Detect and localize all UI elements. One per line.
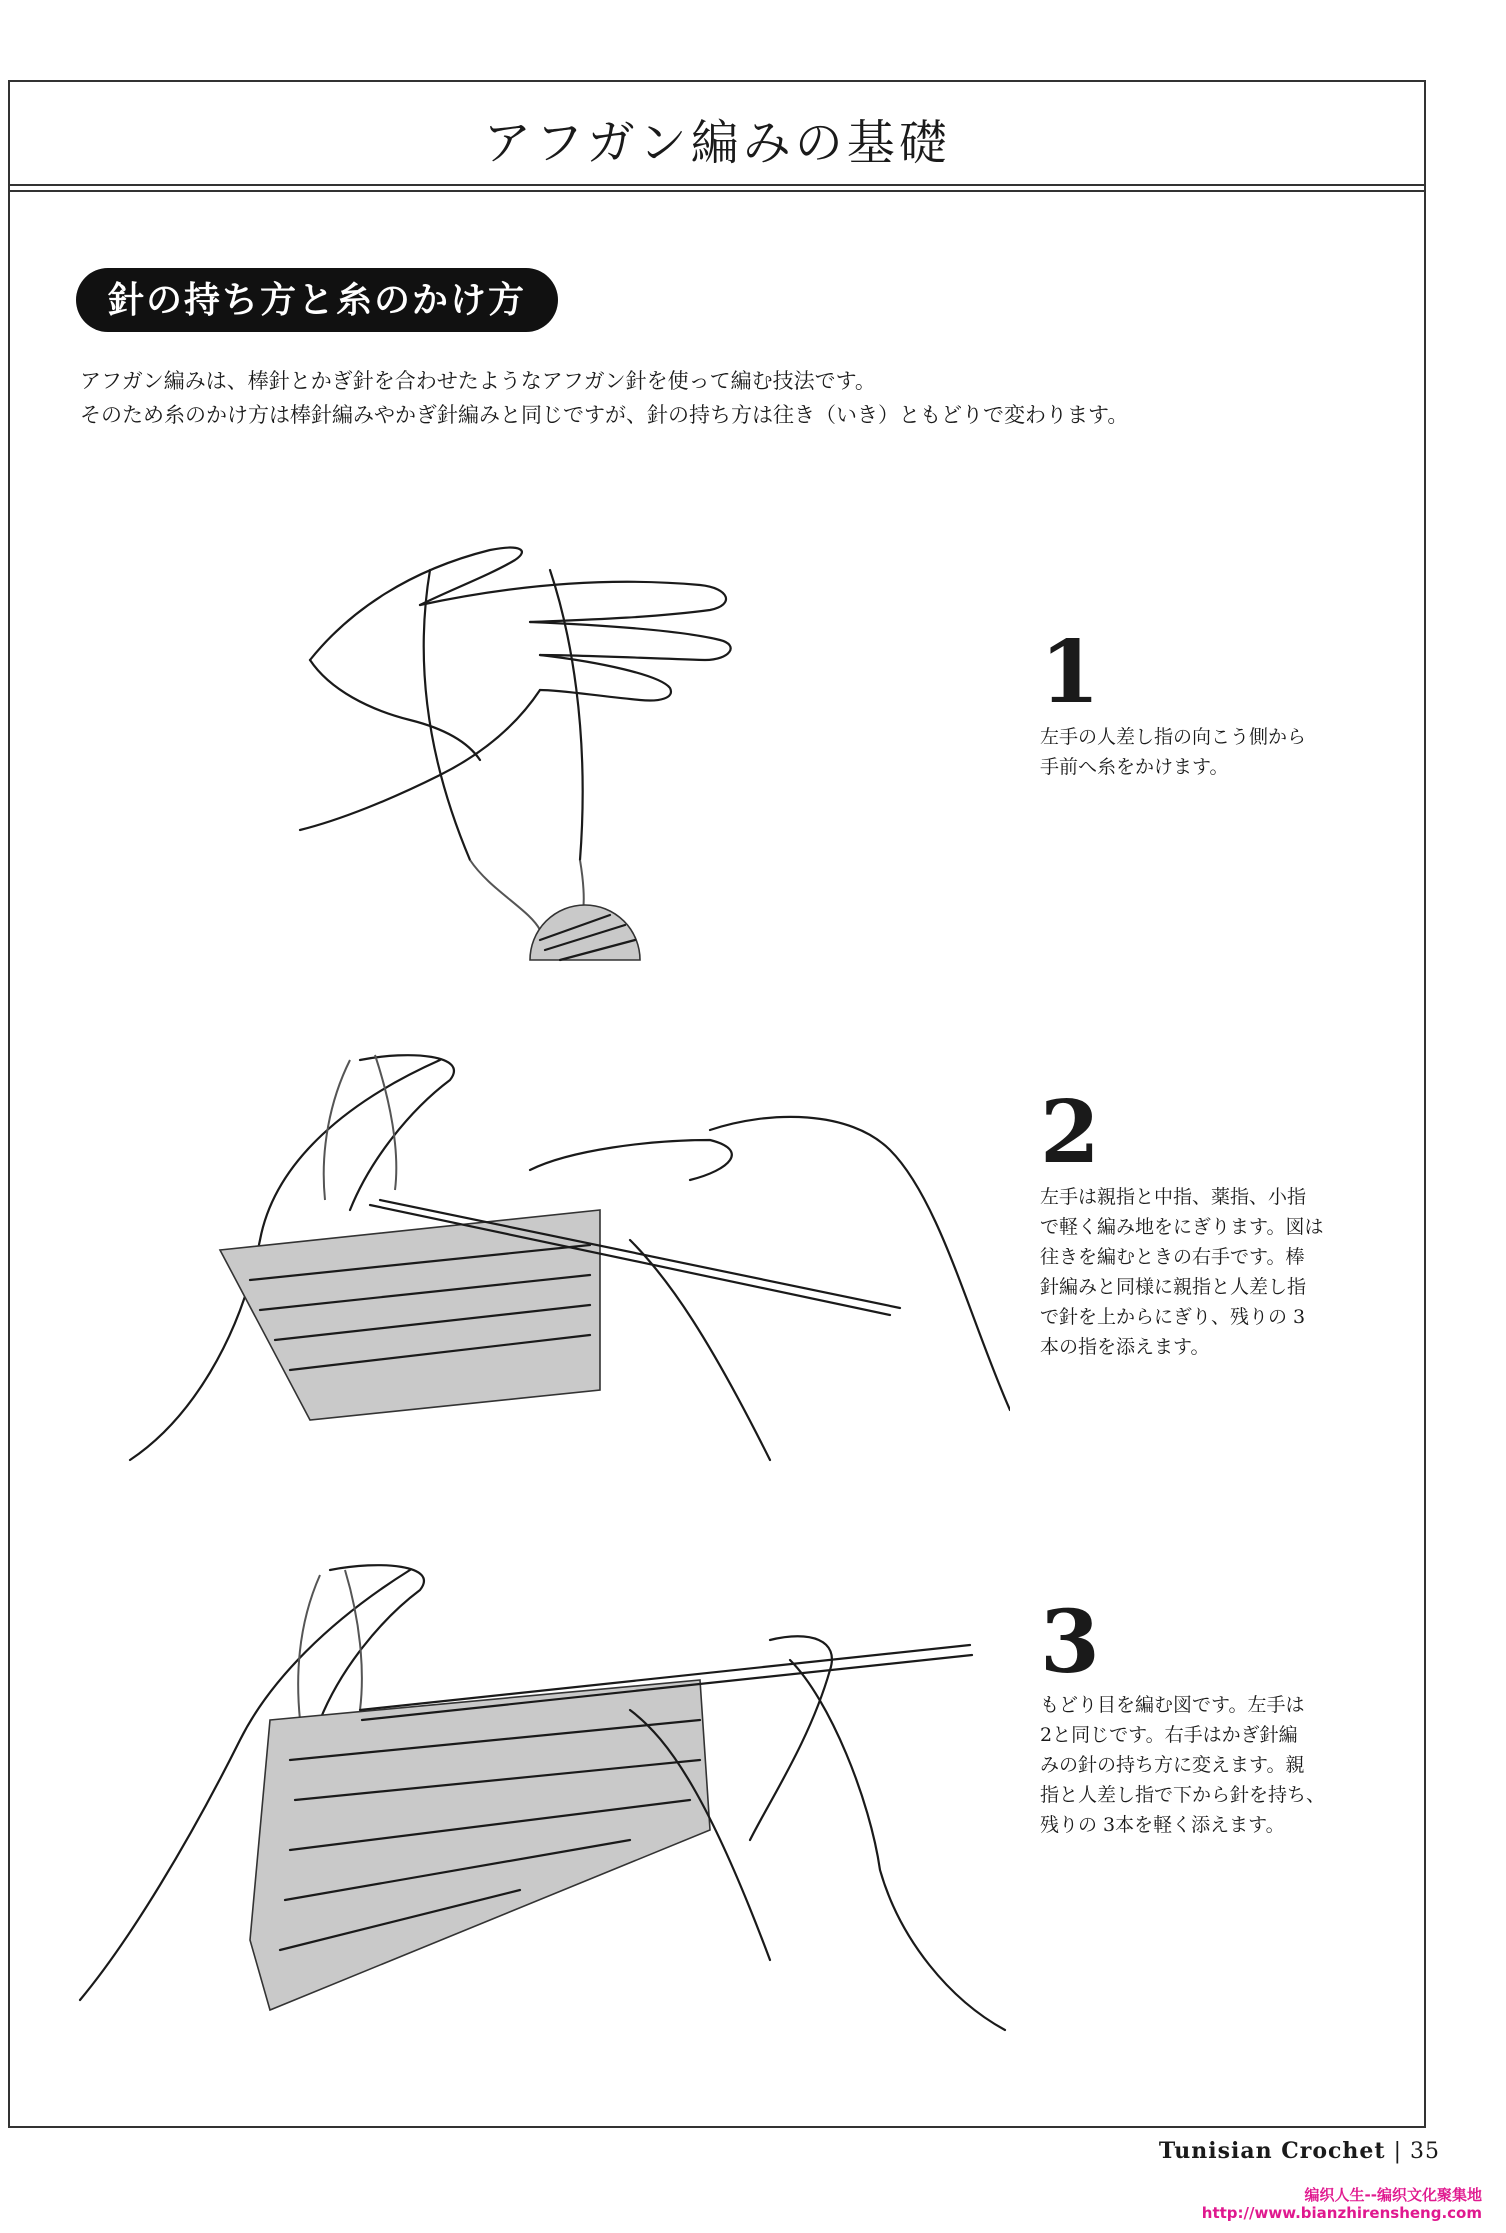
step-1-line: 手前へ糸をかけます。 — [1040, 756, 1229, 778]
step-3-line: 2と同じです。右手はかぎ針編 — [1040, 1724, 1298, 1746]
illustration-step-3 — [70, 1540, 1010, 2040]
step-2-number: 2 — [1040, 1082, 1100, 1183]
step-2-line: 往きを編むときの右手です。棒 — [1040, 1246, 1305, 1268]
illustration-step-2 — [110, 1040, 1010, 1480]
step-3-line: もどり目を編む図です。左手は — [1040, 1694, 1305, 1716]
step-1-text — [1040, 722, 1340, 782]
step-2-text — [1040, 1182, 1340, 1362]
watermark-url: http://www.bianzhirensheng.com — [1201, 2204, 1482, 2222]
title-band — [8, 80, 1426, 186]
illustration-step-1 — [290, 530, 770, 980]
step-2-line: 左手は親指と中指、薬指、小指 — [1040, 1186, 1307, 1208]
intro-line: アフガン編みは、棒針とかぎ針を合わせたようなアフガン針を使って編む技法です。 — [80, 369, 876, 393]
watermark — [1202, 2186, 1482, 2222]
step-3-line: 残りの 3本を軽く添えます。 — [1040, 1814, 1285, 1836]
step-2-line: 針編みと同様に親指と人差し指 — [1040, 1276, 1307, 1298]
page-title: アフガン編みの基礎 — [483, 115, 951, 171]
step-3-line: 指と人差し指で下から針を持ち、 — [1040, 1784, 1326, 1806]
step-2-line: 本の指を添えます。 — [1040, 1336, 1210, 1358]
footer-separator: | — [1393, 2139, 1402, 2164]
step-2-line: で軽く編み地をにぎります。図は — [1040, 1216, 1324, 1238]
step-1-line: 左手の人差し指の向こう側から — [1040, 726, 1307, 748]
step-3-text — [1040, 1690, 1340, 1840]
intro-line: そのため糸のかけ方は棒針編みやかぎ針編みと同じですが、針の持ち方は往き（いき）ともどりで変わります。 — [80, 403, 1129, 427]
step-1-number: 1 — [1040, 622, 1100, 723]
step-2-line: で針を上からにぎり、残りの 3 — [1040, 1306, 1306, 1328]
section-heading: 針の持ち方と糸のかけ方 — [76, 268, 558, 332]
page-number: 35 — [1410, 2139, 1440, 2164]
page-footer — [1159, 2138, 1440, 2164]
intro-paragraph — [80, 364, 1380, 432]
watermark-line: 编织人生--编织文化聚集地 — [1304, 2186, 1482, 2204]
book-title: Tunisian Crochet — [1158, 2138, 1386, 2164]
step-3-line: みの針の持ち方に変えます。親 — [1040, 1754, 1305, 1776]
step-3-number: 3 — [1040, 1592, 1100, 1693]
